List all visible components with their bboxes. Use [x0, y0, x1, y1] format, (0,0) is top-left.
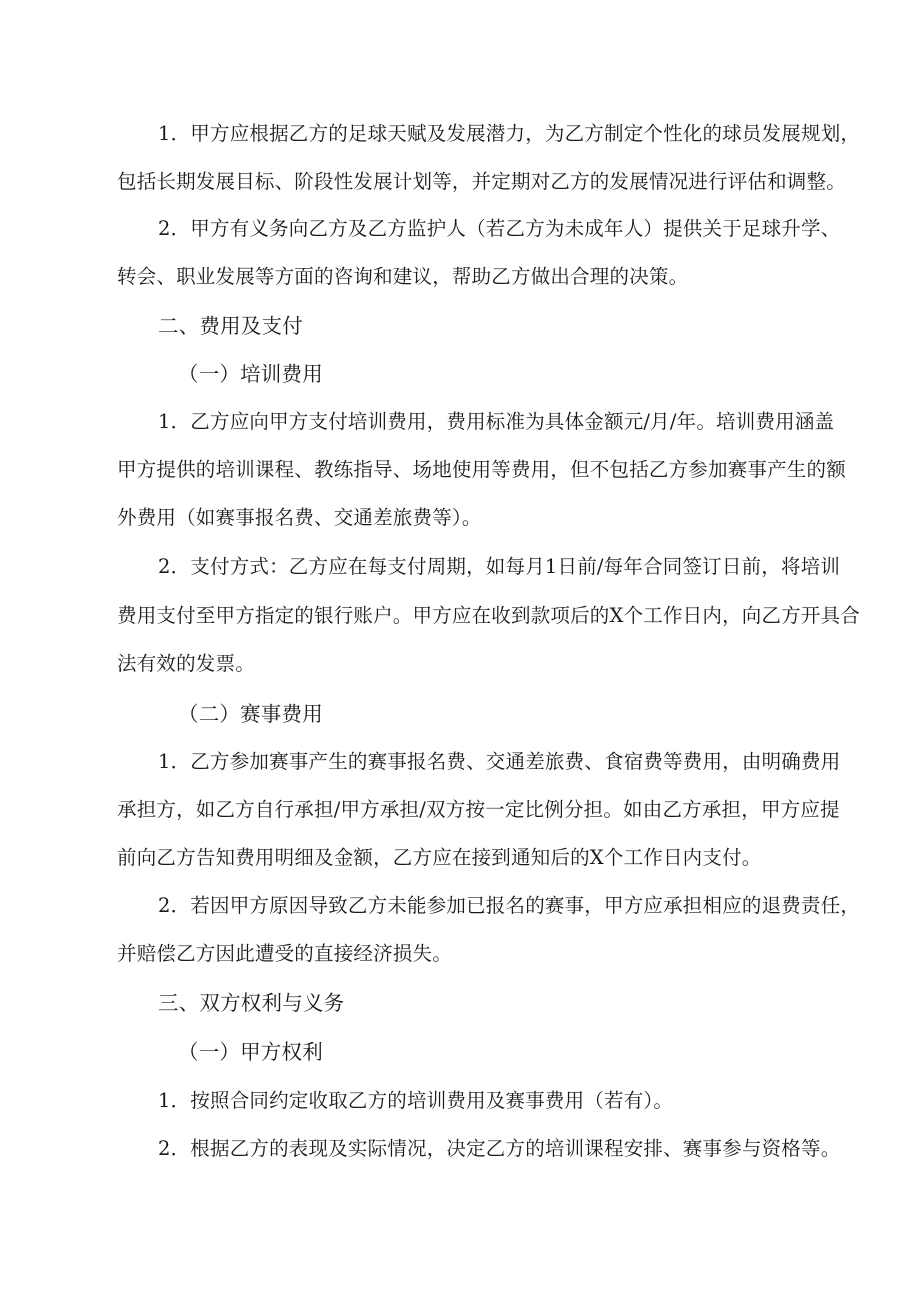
clause-line: 费用支付至甲方指定的银行账户。甲方应在收到款项后的X个工作日内，向乙方开具合: [117, 604, 860, 627]
clause-line: 外费用（如赛事报名费、交通差旅费等）。: [117, 506, 482, 529]
subsection-heading: （一）培训费用: [178, 362, 323, 386]
section-heading: 二、费用及支付: [158, 314, 303, 338]
clause-line: 2．支付方式：乙方应在每支付周期，如每月1日前/每年合同签订日前，将培训: [158, 555, 841, 578]
clause-line: 2．根据乙方的表现及实际情况，决定乙方的培训课程安排、赛事参与资格等。: [158, 1137, 841, 1160]
clause-line: 承担方，如乙方自行承担/甲方承担/双方按一定比例分担。如由乙方承担，甲方应提: [117, 798, 840, 821]
clause-line: 1．按照合同约定收取乙方的培训费用及赛事费用（若有）。: [158, 1089, 674, 1112]
clause-line: 1．乙方应向甲方支付培训费用，费用标准为具体金额元/月/年。培训费用涵盖: [158, 410, 835, 433]
clause-line: 1．甲方应根据乙方的足球天赋及发展潜力，为乙方制定个性化的球员发展规划，: [158, 122, 861, 145]
clause-line: 转会、职业发展等方面的咨询和建议，帮助乙方做出合理的决策。: [117, 265, 689, 288]
subsection-heading: （一）甲方权利: [178, 1040, 323, 1064]
clause-line: 1．乙方参加赛事产生的赛事报名费、交通差旅费、食宿费等费用，由明确费用: [158, 750, 841, 773]
clause-line: 甲方提供的培训课程、教练指导、场地使用等费用，但不包括乙方参加赛事产生的额: [117, 458, 846, 481]
clause-line: 2．若因甲方原因导致乙方未能参加已报名的赛事，甲方应承担相应的退费责任，: [158, 894, 861, 917]
clause-line: 法有效的发票。: [117, 652, 255, 675]
section-heading: 三、双方权利与义务: [158, 991, 345, 1015]
clause-line: 包括长期发展目标、阶段性发展计划等，并定期对乙方的发展情况进行评估和调整。: [117, 170, 846, 193]
clause-line: 2．甲方有义务向乙方及乙方监护人（若乙方为未成年人）提供关于足球升学、: [158, 217, 841, 240]
clause-line: 前向乙方告知费用明细及金额，乙方应在接到通知后的X个工作日内支付。: [117, 846, 762, 869]
clause-line: 并赔偿乙方因此遭受的直接经济损失。: [117, 942, 452, 965]
subsection-heading: （二）赛事费用: [178, 702, 323, 726]
